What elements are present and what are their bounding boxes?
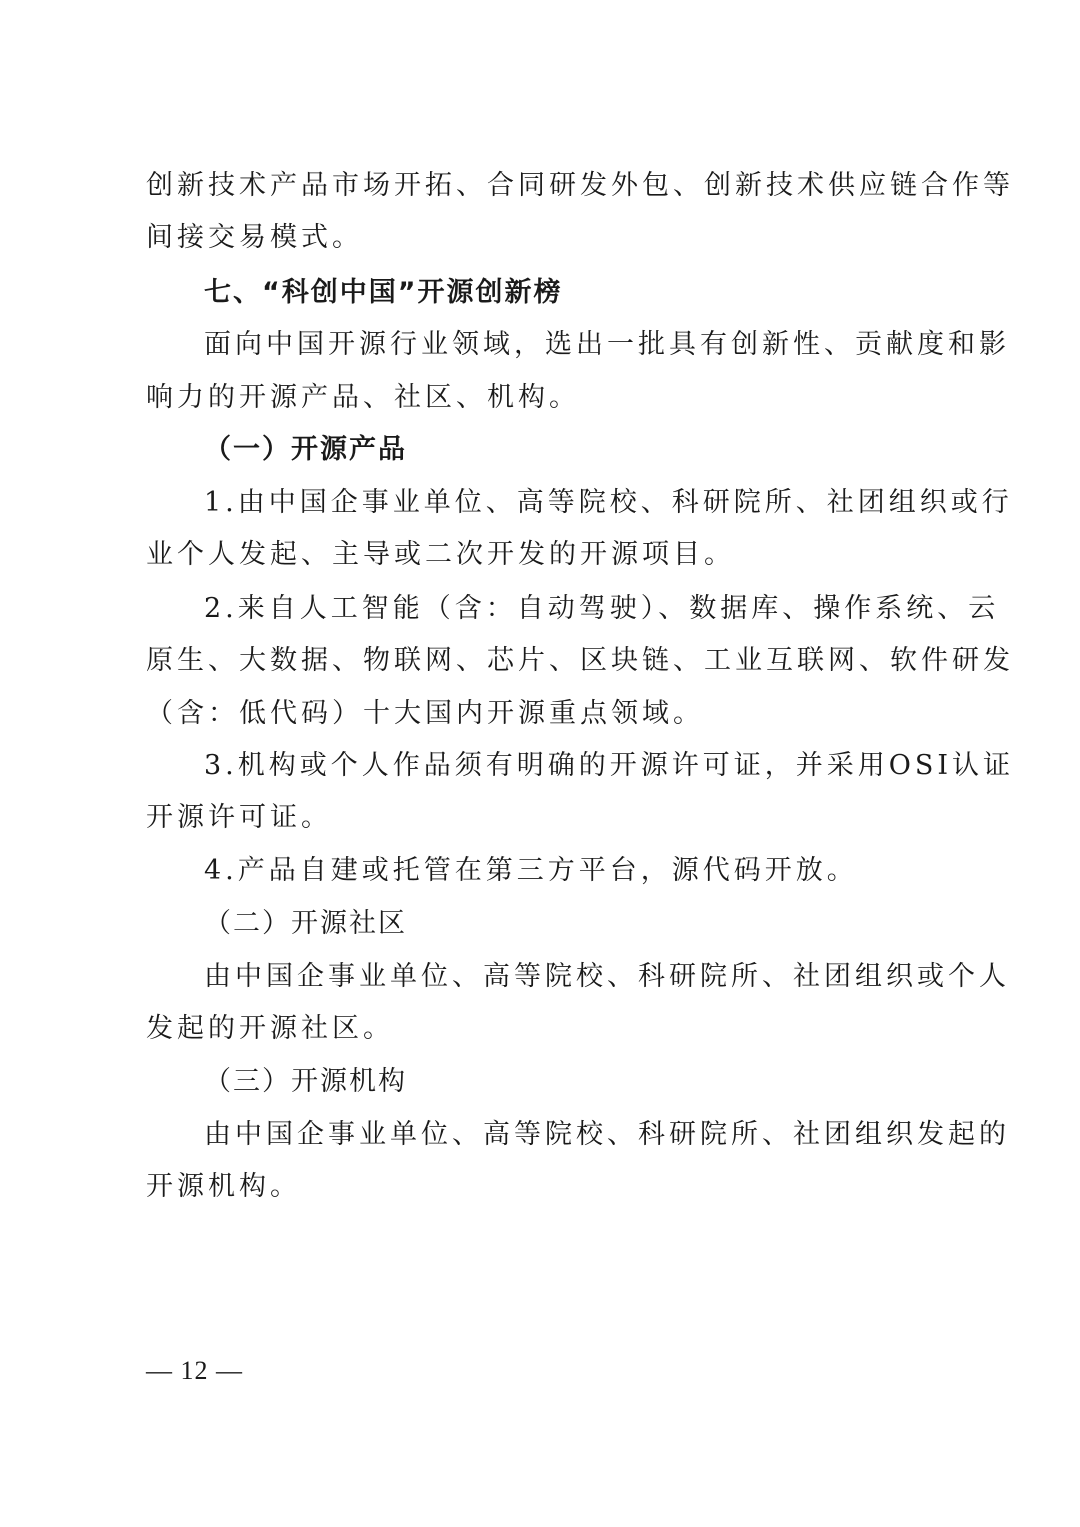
body-text-line: 开源许可证。 xyxy=(146,802,332,833)
subsection-heading: （三）开源机构 xyxy=(204,1066,407,1097)
body-text-line: 4.产品自建或托管在第三方平台，源代码开放。 xyxy=(204,855,858,886)
subsection-heading: （一）开源产品 xyxy=(204,434,407,465)
body-text-line: 3.机构或个人作品须有明确的开源许可证，并采用OSI认证 xyxy=(204,750,1015,781)
body-text-line: 创新技术产品市场开拓、合同研发外包、创新技术供应链合作等 xyxy=(146,170,1014,201)
body-text-line: 原生、大数据、物联网、芯片、区块链、工业互联网、软件研发 xyxy=(146,645,1014,676)
body-text-line: 响力的开源产品、社区、机构。 xyxy=(146,382,580,413)
subsection-heading: （二）开源社区 xyxy=(204,908,407,939)
body-text-line: 由中国企事业单位、高等院校、科研院所、社团组织发起的 xyxy=(204,1119,1010,1150)
body-text-line: 由中国企事业单位、高等院校、科研院所、社团组织或个人 xyxy=(204,961,1010,992)
body-text-line: （含：低代码）十大国内开源重点领域。 xyxy=(146,698,704,729)
body-text-line: 业个人发起、主导或二次开发的开源项目。 xyxy=(146,539,735,570)
section-heading: 七、“科创中国”开源创新榜 xyxy=(204,277,563,308)
page-number: — 12 — xyxy=(146,1356,243,1385)
body-text-line: 发起的开源社区。 xyxy=(146,1013,394,1044)
body-text-line: 间接交易模式。 xyxy=(146,222,363,253)
body-text-line: 1.由中国企事业单位、高等院校、科研院所、社团组织或行 xyxy=(204,487,1013,518)
body-text-line: 2.来自人工智能（含：自动驾驶）、数据库、操作系统、云 xyxy=(204,593,1000,624)
body-text-line: 开源机构。 xyxy=(146,1171,301,1202)
body-text-line: 面向中国开源行业领域，选出一批具有创新性、贡献度和影 xyxy=(204,329,1010,360)
